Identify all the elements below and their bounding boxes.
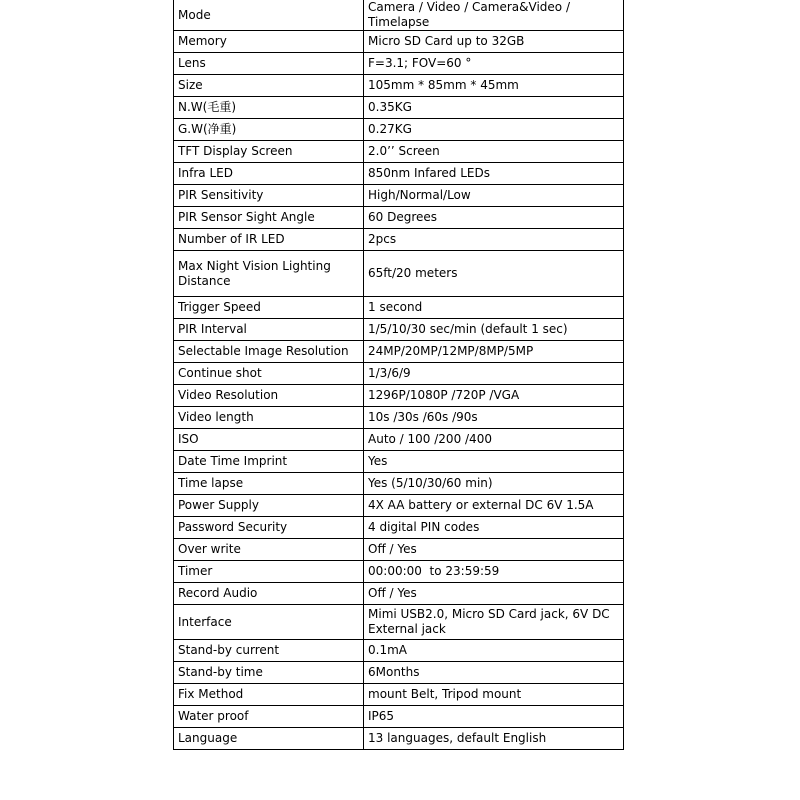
table-row (174, 297, 624, 319)
spec-label: PIR Sensor Sight Angle (174, 207, 364, 229)
spec-label: Fix Method (174, 684, 364, 706)
table-row (174, 517, 624, 539)
spec-label: Memory (174, 31, 364, 53)
spec-label: Password Security (174, 517, 364, 539)
spec-value: 1/5/10/30 sec/min (default 1 sec) (364, 319, 624, 341)
spec-value: Off / Yes (364, 583, 624, 605)
spec-label: Language (174, 728, 364, 750)
spec-label: Power Supply (174, 495, 364, 517)
spec-value: 2pcs (364, 229, 624, 251)
table-row (174, 561, 624, 583)
spec-value: 2.0’’ Screen (364, 141, 624, 163)
spec-value: 0.1mA (364, 640, 624, 662)
table-row (174, 251, 624, 297)
spec-value: 850nm Infared LEDs (364, 163, 624, 185)
table-row (174, 451, 624, 473)
spec-value: 4X AA battery or external DC 6V 1.5A (364, 495, 624, 517)
table-row (174, 495, 624, 517)
spec-label: Continue shot (174, 363, 364, 385)
table-row (174, 229, 624, 251)
table-row (174, 185, 624, 207)
table-row (174, 363, 624, 385)
spec-table (173, 0, 624, 750)
spec-value: 24MP/20MP/12MP/8MP/5MP (364, 341, 624, 363)
spec-label: Mode (174, 0, 364, 31)
table-row (174, 385, 624, 407)
spec-value: 6Months (364, 662, 624, 684)
table-row (174, 207, 624, 229)
spec-value: 1/3/6/9 (364, 363, 624, 385)
spec-label: Stand-by time (174, 662, 364, 684)
spec-value: 00:00:00 to 23:59:59 (364, 561, 624, 583)
spec-value: 105mm * 85mm * 45mm (364, 75, 624, 97)
spec-value: Off / Yes (364, 539, 624, 561)
spec-value: 0.27KG (364, 119, 624, 141)
table-row (174, 119, 624, 141)
spec-table-body (174, 0, 624, 750)
spec-label: Time lapse (174, 473, 364, 495)
spec-label: Record Audio (174, 583, 364, 605)
spec-label: Video length (174, 407, 364, 429)
table-row (174, 706, 624, 728)
table-row (174, 640, 624, 662)
table-row (174, 141, 624, 163)
spec-label: ISO (174, 429, 364, 451)
spec-label: Over write (174, 539, 364, 561)
spec-label: Timer (174, 561, 364, 583)
table-row (174, 0, 624, 31)
spec-value: Yes (5/10/30/60 min) (364, 473, 624, 495)
spec-label: PIR Interval (174, 319, 364, 341)
spec-value: Yes (364, 451, 624, 473)
table-row (174, 319, 624, 341)
table-row (174, 407, 624, 429)
table-row (174, 341, 624, 363)
spec-value: Micro SD Card up to 32GB (364, 31, 624, 53)
spec-value: 4 digital PIN codes (364, 517, 624, 539)
table-row (174, 539, 624, 561)
spec-value: 1296P/1080P /720P /VGA (364, 385, 624, 407)
table-row (174, 75, 624, 97)
table-row (174, 583, 624, 605)
spec-value: mount Belt, Tripod mount (364, 684, 624, 706)
table-row (174, 473, 624, 495)
table-row (174, 662, 624, 684)
table-row (174, 684, 624, 706)
spec-value: Mimi USB2.0, Micro SD Card jack, 6V DC External jack (364, 605, 624, 640)
table-row (174, 728, 624, 750)
spec-value: Auto / 100 /200 /400 (364, 429, 624, 451)
spec-label: Trigger Speed (174, 297, 364, 319)
spec-label: TFT Display Screen (174, 141, 364, 163)
spec-value: 10s /30s /60s /90s (364, 407, 624, 429)
spec-value: 65ft/20 meters (364, 251, 624, 297)
table-row (174, 605, 624, 640)
spec-label: Water proof (174, 706, 364, 728)
spec-value: High/Normal/Low (364, 185, 624, 207)
spec-label: Selectable Image Resolution (174, 341, 364, 363)
spec-value: 0.35KG (364, 97, 624, 119)
spec-value: 13 languages, default English (364, 728, 624, 750)
spec-value: F=3.1; FOV=60 ° (364, 53, 624, 75)
spec-value: IP65 (364, 706, 624, 728)
spec-label: Infra LED (174, 163, 364, 185)
spec-label: PIR Sensitivity (174, 185, 364, 207)
spec-label: Stand-by current (174, 640, 364, 662)
table-row (174, 53, 624, 75)
spec-label: Number of IR LED (174, 229, 364, 251)
spec-label: G.W(净重) (174, 119, 364, 141)
spec-label: Interface (174, 605, 364, 640)
spec-label: Max Night Vision Lighting Distance (174, 251, 364, 297)
spec-label: Video Resolution (174, 385, 364, 407)
spec-label: Date Time Imprint (174, 451, 364, 473)
spec-value: 1 second (364, 297, 624, 319)
spec-label: N.W(毛重) (174, 97, 364, 119)
spec-value: 60 Degrees (364, 207, 624, 229)
spec-label: Size (174, 75, 364, 97)
table-row (174, 97, 624, 119)
table-row (174, 429, 624, 451)
spec-label: Lens (174, 53, 364, 75)
table-row (174, 31, 624, 53)
spec-value: Camera / Video / Camera&Video / Timelapse (364, 0, 624, 31)
table-row (174, 163, 624, 185)
